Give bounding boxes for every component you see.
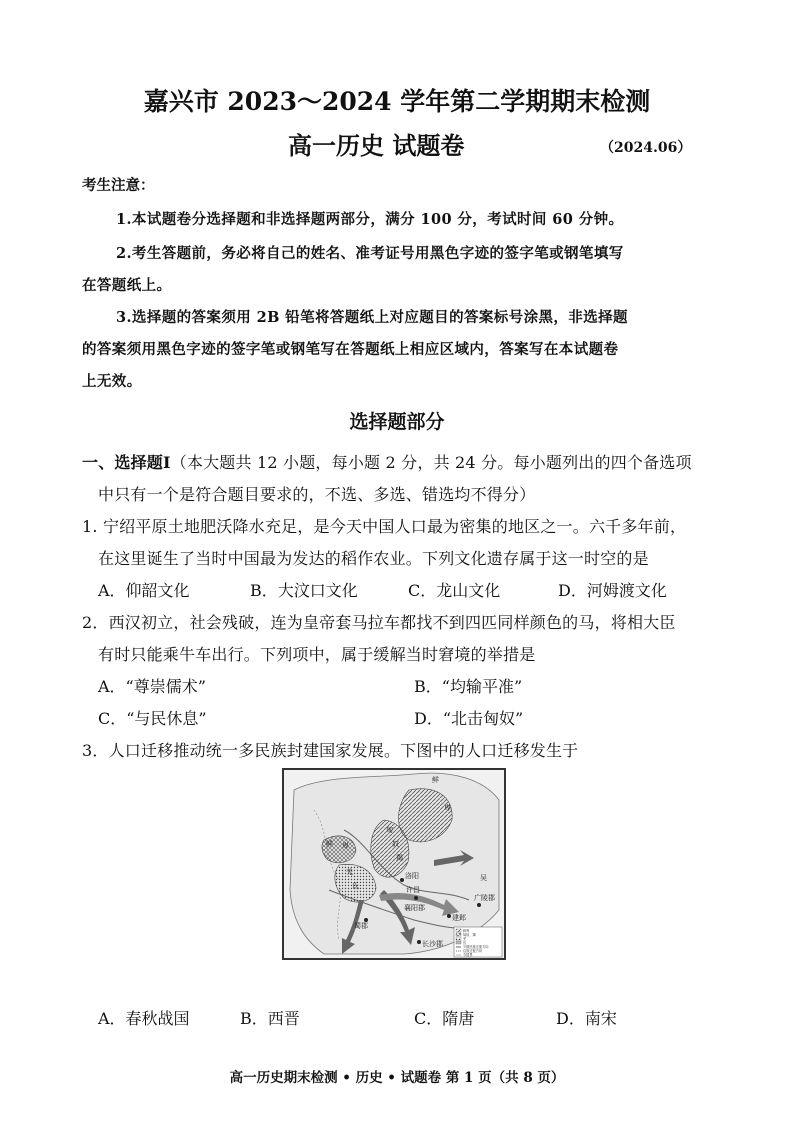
city-marker	[414, 896, 418, 900]
map-label: 羌	[346, 868, 353, 876]
migration-map-graphic	[284, 770, 504, 958]
notice-line-5: 的答案须用黑色字迹的签字笔或钢笔写在答题纸上相应区域内，答案写在本试题卷	[82, 341, 619, 358]
map-label: 奴	[392, 840, 399, 848]
map-label: 卑	[444, 804, 451, 812]
exam-title: 嘉兴市 2023～2024 学年第二学期期末检测	[143, 87, 651, 116]
map-label: 羯	[396, 854, 403, 862]
part-heading: 一、选择题Ⅰ	[82, 453, 171, 472]
part-description-2: 中只有一个是符合题目要求的，不选、多选、错选均不得分）	[98, 485, 536, 504]
q2-option-d: D．“北击匈奴”	[414, 709, 524, 728]
q3-option-b: B．西晋	[240, 1009, 300, 1028]
legend-label: 匈奴、羯	[463, 933, 476, 937]
q3-option-a: A．春秋战国	[98, 1009, 190, 1028]
map-label: 吴	[480, 874, 487, 882]
city-marker	[417, 940, 421, 944]
q3-option-c: C．隋唐	[414, 1009, 475, 1028]
notice-line-2: 2.考生答题前，务必将自己的姓名、准考证号用黑色字迹的签字笔或钢笔填写	[116, 245, 624, 262]
city-marker	[400, 878, 404, 882]
exam-date: （2024.06）	[600, 140, 692, 156]
section-title: 选择题部分	[349, 411, 445, 433]
q3-stem-1: 3．人口迁移推动统一多民族封建国家发展。下图中的人口迁移发生于	[82, 741, 579, 760]
q2-stem-1: 2．西汉初立，社会残破，连为皇帝套马拉车都找不到四匹同样颜色的马，将相大臣	[82, 613, 676, 632]
map-label: 蜀郡	[354, 922, 368, 930]
map-label: 建邺	[452, 914, 466, 922]
legend-label: 少数民族迁徙方向	[463, 945, 489, 949]
legend-label: 氐	[463, 941, 467, 945]
map-label: 洛阳	[405, 872, 419, 880]
q1-option-b: B．大汶口文化	[250, 581, 358, 600]
map-label: 襄阳郡	[404, 904, 425, 912]
exam-subtitle: 高一历史 试题卷	[288, 131, 465, 160]
notice-line-1: 1.本试题卷分选择题和非选择题两部分，满分 100 分，考试时间 60 分钟。	[116, 211, 624, 228]
legend-label: 汉族迁徙方向	[463, 949, 483, 953]
city-marker	[477, 903, 481, 907]
map-label: 鲜	[432, 776, 439, 784]
q2-stem-2: 有时只能乘牛车出行。下列项中，属于缓解当时窘境的举措是	[98, 645, 536, 664]
migration-map	[282, 768, 506, 960]
legend-label: 今国界	[463, 953, 473, 957]
map-label: 广陵郡	[474, 894, 495, 902]
q2-option-b: B．“均输平准”	[414, 677, 523, 696]
q1-stem-2: 在这里诞生了当时中国最为发达的稻作农业。下列文化遗存属于这一时空的是	[98, 549, 649, 568]
part-description: （本大题共 12 小题，每小题 2 分，共 24 分。每小题列出的四个备选项	[170, 453, 692, 472]
city-marker	[447, 914, 451, 918]
page-footer: 高一历史期末检测 • 历史 • 试题卷 第 1 页（共 8 页）	[229, 1070, 565, 1086]
q1-option-a: A．仰韶文化	[98, 581, 190, 600]
q1-stem-1: 1. 宁绍平原土地肥沃降水充足，是今天中国人口最为密集的地区之一。六千多年前，	[82, 517, 687, 536]
legend-swatch	[456, 941, 461, 944]
legend-swatch	[456, 937, 461, 940]
q2-option-c: C．“与民休息”	[98, 709, 207, 728]
legend-swatch	[456, 933, 461, 936]
part-heading-line	[82, 450, 692, 473]
map-label: 卑	[342, 842, 349, 850]
notice-line-4: 3.选择题的答案须用 2B 铅笔将答题纸上对应题目的答案标号涂黑，非选择题	[116, 309, 628, 326]
map-label: 长沙郡	[422, 940, 443, 948]
notice-line-6: 上无效。	[82, 373, 142, 390]
q3-option-d: D．南宋	[556, 1009, 617, 1028]
q2-option-a: A．“尊崇儒术”	[98, 677, 206, 696]
map-label: 氐	[352, 882, 359, 890]
legend-label: 羌	[463, 937, 467, 941]
legend-swatch	[456, 929, 461, 932]
map-label: 许昌	[406, 886, 420, 894]
map-label: 匈	[386, 826, 393, 834]
q1-option-d: D．河姆渡文化	[558, 581, 667, 600]
map-label: 鲜	[326, 840, 333, 848]
legend-label: 鲜卑	[463, 929, 470, 933]
notice-line-3: 在答题纸上。	[82, 277, 172, 294]
notice-heading: 考生注意：	[82, 177, 155, 194]
q1-option-c: C．龙山文化	[408, 581, 501, 600]
